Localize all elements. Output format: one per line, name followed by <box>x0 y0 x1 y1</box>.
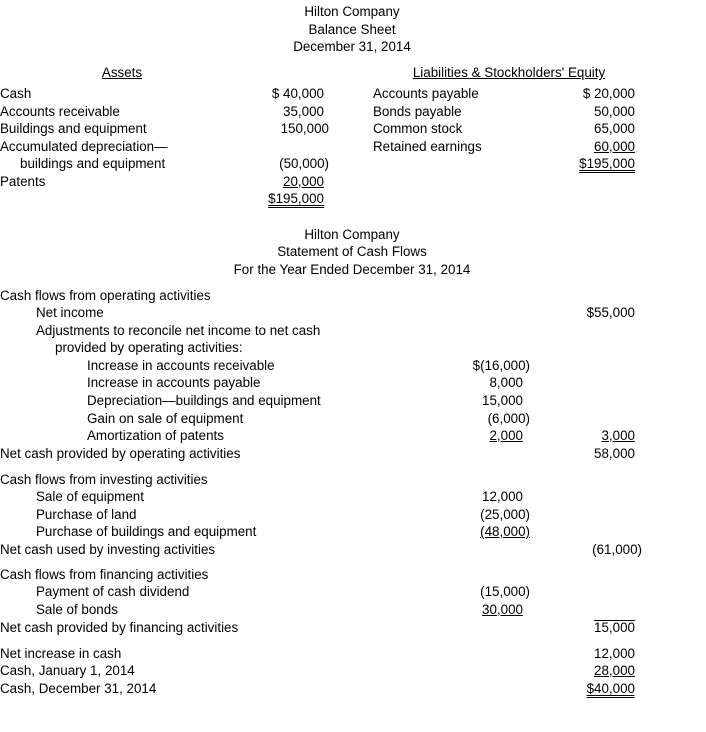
cash-end-label: Cash, December 31, 2014 <box>0 681 157 696</box>
investing-net-label: Net cash used by investing activities <box>0 542 216 557</box>
asset-amount: 20,000 <box>283 174 324 189</box>
cash-end-amount: $40,000 <box>587 682 635 698</box>
investing-item-amount: 12,000 <box>482 489 523 504</box>
liability-amount: $ 20,000 <box>582 86 635 101</box>
liability-label: Bonds payable <box>373 104 462 119</box>
financing-heading: Cash flows from financing activities <box>0 567 209 582</box>
asset-amount: (50,000) <box>279 156 329 171</box>
cf-title: Statement of Cash Flows <box>277 244 427 259</box>
financing-net-amount: 15,000 <box>594 620 635 635</box>
cf-period: For the Year Ended December 31, 2014 <box>233 262 471 277</box>
asset-label: Accumulated depreciation— <box>0 139 168 154</box>
net-income-label: Net income <box>36 305 104 320</box>
operating-item-label: Increase in accounts payable <box>87 375 261 390</box>
cash-begin-label: Cash, January 1, 2014 <box>0 663 135 678</box>
investing-net-amount: (61,000) <box>592 542 642 557</box>
cf-company: Hilton Company <box>304 227 400 242</box>
asset-amount: 35,000 <box>283 104 324 119</box>
cash-begin-amount: 28,000 <box>594 663 635 678</box>
operating-item-label: Depreciation—buildings and equipment <box>87 393 321 408</box>
assets-heading: Assets <box>101 65 143 80</box>
financing-item-label: Payment of cash dividend <box>36 584 190 599</box>
operating-item-amount: 8,000 <box>489 375 523 390</box>
financing-item-amount: 30,000 <box>482 602 523 617</box>
operating-item-amount: 15,000 <box>482 393 523 408</box>
bs-title: Balance Sheet <box>308 22 396 37</box>
operating-item-amount: (6,000) <box>487 411 530 426</box>
operating-net-amount: 58,000 <box>594 446 635 461</box>
liabilities-heading: Liabilities & Stockholders' Equity <box>412 65 606 80</box>
operating-item-label: Increase in accounts receivable <box>87 358 275 373</box>
operating-item-label: Amortization of patents <box>87 428 224 443</box>
liability-amount: 50,000 <box>594 104 635 119</box>
investing-item-amount: (48,000) <box>480 524 530 539</box>
asset-amount: 150,000 <box>280 121 329 136</box>
investing-item-label: Sale of equipment <box>36 489 144 504</box>
asset-label: Patents <box>0 174 46 189</box>
operating-heading: Cash flows from operating activities <box>0 288 211 303</box>
adjustments-total: 3,000 <box>601 428 635 443</box>
liability-amount: 60,000 <box>594 139 635 154</box>
operating-net-label: Net cash provided by operating activities <box>0 446 241 461</box>
operating-item-amount: $(16,000) <box>472 358 530 373</box>
investing-item-label: Purchase of buildings and equipment <box>36 524 257 539</box>
financing-net-label: Net cash provided by financing activities <box>0 620 239 635</box>
liability-label: Accounts payable <box>373 86 479 101</box>
operating-item-label: Gain on sale of equipment <box>87 411 244 426</box>
financing-item-amount: (15,000) <box>480 584 530 599</box>
liabilities-total: $195,000 <box>579 157 635 173</box>
asset-label: Buildings and equipment <box>0 121 147 136</box>
bs-date: December 31, 2014 <box>293 39 411 54</box>
adjustments-line1: Adjustments to reconcile net income to net cash <box>36 323 321 338</box>
net-increase-label: Net increase in cash <box>0 646 122 661</box>
financing-item-label: Sale of bonds <box>36 602 118 617</box>
net-income-amount: $55,000 <box>586 305 635 320</box>
assets-total: $195,000 <box>268 192 324 208</box>
asset-amount: $ 40,000 <box>271 86 324 101</box>
asset-label: Accounts receivable <box>0 104 120 119</box>
adjustments-line2: provided by operating activities: <box>55 340 243 355</box>
investing-item-amount: (25,000) <box>480 507 530 522</box>
asset-label: buildings and equipment <box>20 156 166 171</box>
investing-heading: Cash flows from investing activities <box>0 472 208 487</box>
liability-label: Retained earnings <box>373 139 482 154</box>
operating-item-amount: 2,000 <box>489 428 523 443</box>
asset-label: Cash <box>0 86 32 101</box>
bs-company: Hilton Company <box>304 4 400 19</box>
investing-item-label: Purchase of land <box>36 507 137 522</box>
liability-label: Common stock <box>373 121 463 136</box>
liability-amount: 65,000 <box>594 121 635 136</box>
net-increase-amount: 12,000 <box>594 646 635 661</box>
